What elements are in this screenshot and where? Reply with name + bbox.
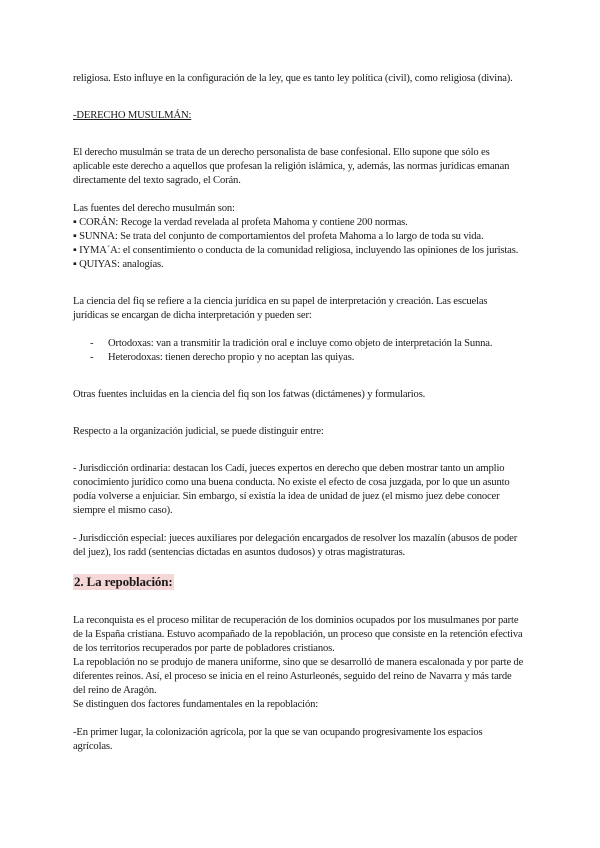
paragraph-derecho-personalista: El derecho musulmán se trata de un derecho personalista de base confesional. Ello supone que sólo es aplicable este derecho a aquellos que profesan la religión islámica, y, además, las normas jurídicas emanan directamente del texto sagrado, el Corán. bbox=[73, 147, 510, 186]
sources-list bbox=[73, 216, 524, 272]
dash-bullet: - bbox=[90, 338, 94, 349]
heading-la-repoblacion: 2. La repoblación: bbox=[74, 574, 173, 589]
paragraph-factores: Se distinguen dos factores fundamentales en la repoblación: bbox=[73, 699, 319, 710]
source-item-quiyas: ▪ QUIYAS: analogías. bbox=[73, 259, 164, 270]
source-item-iymaa: ▪ IYMA´A: el consentimiento o conducta de la comunidad religiosa, incluyendo las opiniones de los juristas. bbox=[73, 245, 519, 256]
schools-list bbox=[73, 337, 524, 365]
section-title-derecho-musulman: -DERECHO MUSULMÁN: bbox=[73, 110, 192, 121]
paragraph-repoblacion-uniforme: La repoblación no se produjo de manera uniforme, sino que se desarrolló de manera escalonada y por parte de diferentes reinos. Así, el proceso se inicia en el reino Asturleonés, seguido del reino de Navarra y más tarde del reino de Aragón. bbox=[73, 657, 524, 696]
paragraph-religiosa: religiosa. Esto influye en la configuración de la ley, que es tanto ley política (civil), como religiosa (divina). bbox=[73, 73, 513, 84]
paragraph-jurisdiccion-ordinaria: - Jurisdicción ordinaria: destacan los Cadí, jueces expertos en derecho que deben mostrar tanto un amplio conocimiento jurídico como una buena conducta. No existe el efecto de cosa juzgada, por lo que un asunto podía volverse a enjuiciar. Sin embargo, sí existía la idea de unidad de juez (el mismo juez debe conocer siempre el mismo caso). bbox=[73, 463, 510, 516]
sources-intro: Las fuentes del derecho musulmán son: bbox=[73, 203, 235, 214]
source-item-sunna: ▪ SUNNA: Se trata del conjunto de comportamientos del profeta Mahoma a lo largo de toda su vida. bbox=[73, 231, 484, 242]
dash-bullet: - bbox=[90, 352, 94, 363]
source-item-coran: ▪ CORÁN: Recoge la verdad revelada al profeta Mahoma y contiene 200 normas. bbox=[73, 217, 408, 228]
list-item-heterodoxas: - Heterodoxas: tienen derecho propio y no aceptan las quiyas. bbox=[90, 352, 355, 363]
paragraph-jurisdiccion-especial: - Jurisdicción especial: jueces auxiliares por delegación encargados de resolver los mazalín (abusos de poder del juez), los radd (sentencias dictadas en asuntos dudosos) y otras magistraturas. bbox=[73, 533, 518, 558]
list-item-ortodoxas: - Ortodoxas: van a transmitir la tradición oral e incluye como objeto de interpretación la Sunna. bbox=[90, 338, 493, 349]
paragraph-otras-fuentes: Otras fuentes incluidas en la ciencia del fiq son los fatwas (dictámenes) y formularios. bbox=[73, 389, 426, 400]
paragraph-reconquista: La reconquista es el proceso militar de recuperación de los dominios ocupados por los musulmanes por parte de la España cristiana. Estuvo acompañado de la repoblación, un proceso que consiste en la retención efectiva de los territorios recuperados por parte de pobladores cristianos. bbox=[73, 615, 523, 654]
paragraph-ciencia-fiq: La ciencia del fiq se refiere a la ciencia jurídica en su papel de interpretación y creación. Las escuelas jurídicas se encargan de dicha interpretación y pueden ser: bbox=[73, 296, 488, 321]
paragraph-colonizacion-agricola: -En primer lugar, la colonización agrícola, por la que se van ocupando progresivamente los espacios agrícolas. bbox=[73, 727, 483, 752]
paragraph-organizacion-judicial: Respecto a la organización judicial, se puede distinguir entre: bbox=[73, 426, 324, 437]
